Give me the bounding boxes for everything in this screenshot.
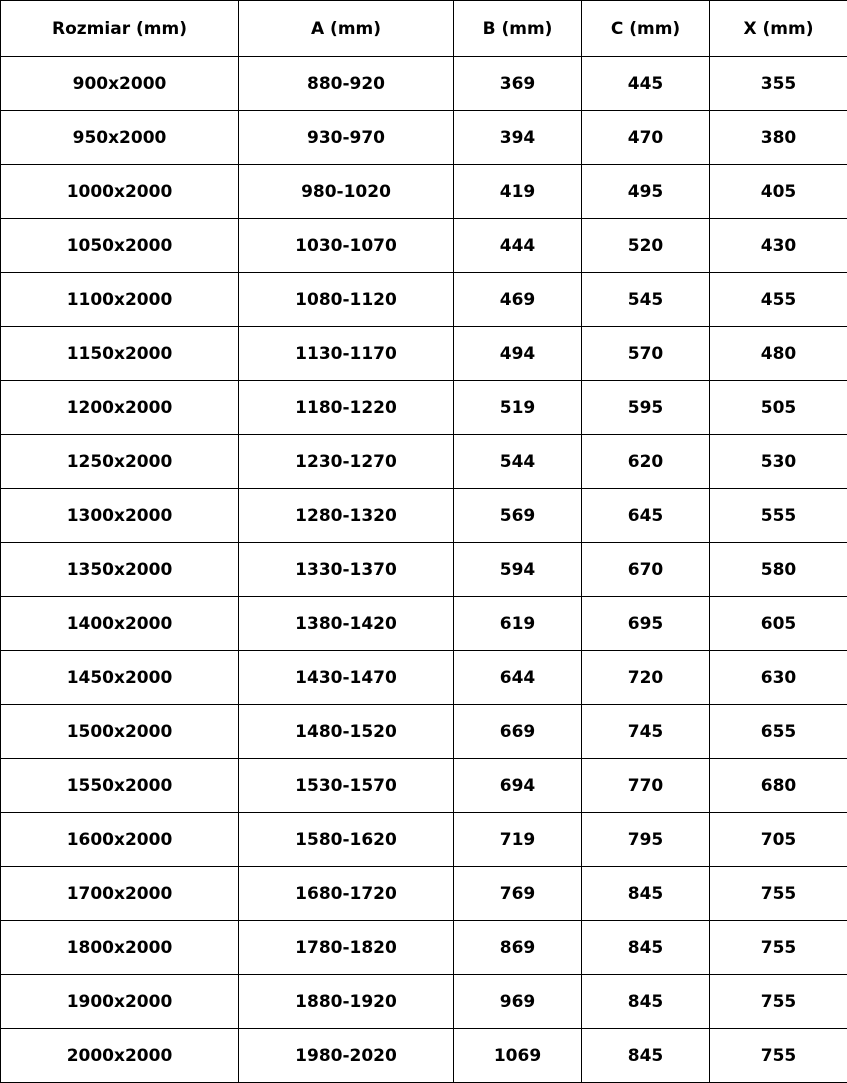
cell-b: 444 xyxy=(454,219,582,273)
cell-size: 1500x2000 xyxy=(1,705,239,759)
cell-x: 755 xyxy=(710,921,847,975)
cell-b: 519 xyxy=(454,381,582,435)
table-row xyxy=(1,57,847,111)
cell-size: 1200x2000 xyxy=(1,381,239,435)
cell-c: 595 xyxy=(582,381,710,435)
cell-x: 605 xyxy=(710,597,847,651)
cell-size: 900x2000 xyxy=(1,57,239,111)
cell-a: 1230-1270 xyxy=(239,435,454,489)
cell-a: 980-1020 xyxy=(239,165,454,219)
cell-b: 694 xyxy=(454,759,582,813)
cell-x: 455 xyxy=(710,273,847,327)
cell-x: 530 xyxy=(710,435,847,489)
cell-c: 670 xyxy=(582,543,710,597)
cell-a: 880-920 xyxy=(239,57,454,111)
table-row xyxy=(1,327,847,381)
column-header-b: B (mm) xyxy=(454,1,582,57)
cell-x: 630 xyxy=(710,651,847,705)
cell-c: 470 xyxy=(582,111,710,165)
table-row xyxy=(1,867,847,921)
column-header-size: Rozmiar (mm) xyxy=(1,1,239,57)
cell-c: 645 xyxy=(582,489,710,543)
cell-size: 950x2000 xyxy=(1,111,239,165)
cell-c: 745 xyxy=(582,705,710,759)
cell-size: 1550x2000 xyxy=(1,759,239,813)
cell-x: 680 xyxy=(710,759,847,813)
cell-c: 845 xyxy=(582,975,710,1029)
cell-b: 669 xyxy=(454,705,582,759)
column-header-x: X (mm) xyxy=(710,1,847,57)
cell-b: 469 xyxy=(454,273,582,327)
cell-x: 755 xyxy=(710,867,847,921)
cell-x: 755 xyxy=(710,1029,847,1083)
cell-b: 569 xyxy=(454,489,582,543)
cell-a: 1880-1920 xyxy=(239,975,454,1029)
cell-c: 770 xyxy=(582,759,710,813)
cell-x: 355 xyxy=(710,57,847,111)
cell-c: 795 xyxy=(582,813,710,867)
table-row xyxy=(1,1029,847,1083)
cell-b: 544 xyxy=(454,435,582,489)
table-row xyxy=(1,489,847,543)
table-row xyxy=(1,975,847,1029)
cell-a: 1330-1370 xyxy=(239,543,454,597)
column-header-a: A (mm) xyxy=(239,1,454,57)
cell-size: 2000x2000 xyxy=(1,1029,239,1083)
cell-size: 1700x2000 xyxy=(1,867,239,921)
table-row xyxy=(1,759,847,813)
cell-size: 1600x2000 xyxy=(1,813,239,867)
cell-x: 430 xyxy=(710,219,847,273)
cell-b: 644 xyxy=(454,651,582,705)
cell-c: 445 xyxy=(582,57,710,111)
cell-a: 1580-1620 xyxy=(239,813,454,867)
cell-size: 1800x2000 xyxy=(1,921,239,975)
table-row xyxy=(1,219,847,273)
cell-b: 494 xyxy=(454,327,582,381)
cell-b: 369 xyxy=(454,57,582,111)
table-row xyxy=(1,381,847,435)
table-row xyxy=(1,705,847,759)
table-row xyxy=(1,111,847,165)
cell-c: 695 xyxy=(582,597,710,651)
cell-c: 845 xyxy=(582,867,710,921)
cell-c: 545 xyxy=(582,273,710,327)
cell-c: 495 xyxy=(582,165,710,219)
cell-a: 1280-1320 xyxy=(239,489,454,543)
table-row xyxy=(1,597,847,651)
table-row xyxy=(1,165,847,219)
cell-x: 480 xyxy=(710,327,847,381)
cell-x: 380 xyxy=(710,111,847,165)
cell-size: 1150x2000 xyxy=(1,327,239,381)
cell-size: 1450x2000 xyxy=(1,651,239,705)
cell-a: 930-970 xyxy=(239,111,454,165)
cell-b: 969 xyxy=(454,975,582,1029)
cell-c: 845 xyxy=(582,921,710,975)
cell-c: 520 xyxy=(582,219,710,273)
cell-b: 619 xyxy=(454,597,582,651)
cell-a: 1030-1070 xyxy=(239,219,454,273)
cell-x: 755 xyxy=(710,975,847,1029)
cell-a: 1380-1420 xyxy=(239,597,454,651)
cell-c: 845 xyxy=(582,1029,710,1083)
cell-b: 769 xyxy=(454,867,582,921)
table-row xyxy=(1,435,847,489)
cell-size: 1100x2000 xyxy=(1,273,239,327)
table-row xyxy=(1,273,847,327)
cell-x: 555 xyxy=(710,489,847,543)
cell-a: 1430-1470 xyxy=(239,651,454,705)
cell-size: 1050x2000 xyxy=(1,219,239,273)
cell-size: 1900x2000 xyxy=(1,975,239,1029)
cell-size: 1300x2000 xyxy=(1,489,239,543)
cell-a: 1680-1720 xyxy=(239,867,454,921)
cell-size: 1250x2000 xyxy=(1,435,239,489)
cell-x: 705 xyxy=(710,813,847,867)
cell-b: 394 xyxy=(454,111,582,165)
cell-x: 655 xyxy=(710,705,847,759)
table-row xyxy=(1,543,847,597)
cell-a: 1180-1220 xyxy=(239,381,454,435)
cell-a: 1480-1520 xyxy=(239,705,454,759)
cell-x: 505 xyxy=(710,381,847,435)
cell-c: 720 xyxy=(582,651,710,705)
cell-size: 1350x2000 xyxy=(1,543,239,597)
cell-b: 594 xyxy=(454,543,582,597)
table-row xyxy=(1,813,847,867)
cell-size: 1400x2000 xyxy=(1,597,239,651)
cell-b: 419 xyxy=(454,165,582,219)
table-row xyxy=(1,921,847,975)
table-row xyxy=(1,651,847,705)
column-header-c: C (mm) xyxy=(582,1,710,57)
cell-b: 869 xyxy=(454,921,582,975)
cell-x: 580 xyxy=(710,543,847,597)
cell-a: 1530-1570 xyxy=(239,759,454,813)
table-header-row xyxy=(1,1,847,57)
cell-b: 1069 xyxy=(454,1029,582,1083)
cell-size: 1000x2000 xyxy=(1,165,239,219)
table-header xyxy=(1,1,847,57)
table-body xyxy=(1,57,847,1083)
cell-c: 620 xyxy=(582,435,710,489)
cell-x: 405 xyxy=(710,165,847,219)
cell-a: 1980-2020 xyxy=(239,1029,454,1083)
cell-c: 570 xyxy=(582,327,710,381)
cell-a: 1130-1170 xyxy=(239,327,454,381)
cell-a: 1780-1820 xyxy=(239,921,454,975)
cell-a: 1080-1120 xyxy=(239,273,454,327)
cell-b: 719 xyxy=(454,813,582,867)
